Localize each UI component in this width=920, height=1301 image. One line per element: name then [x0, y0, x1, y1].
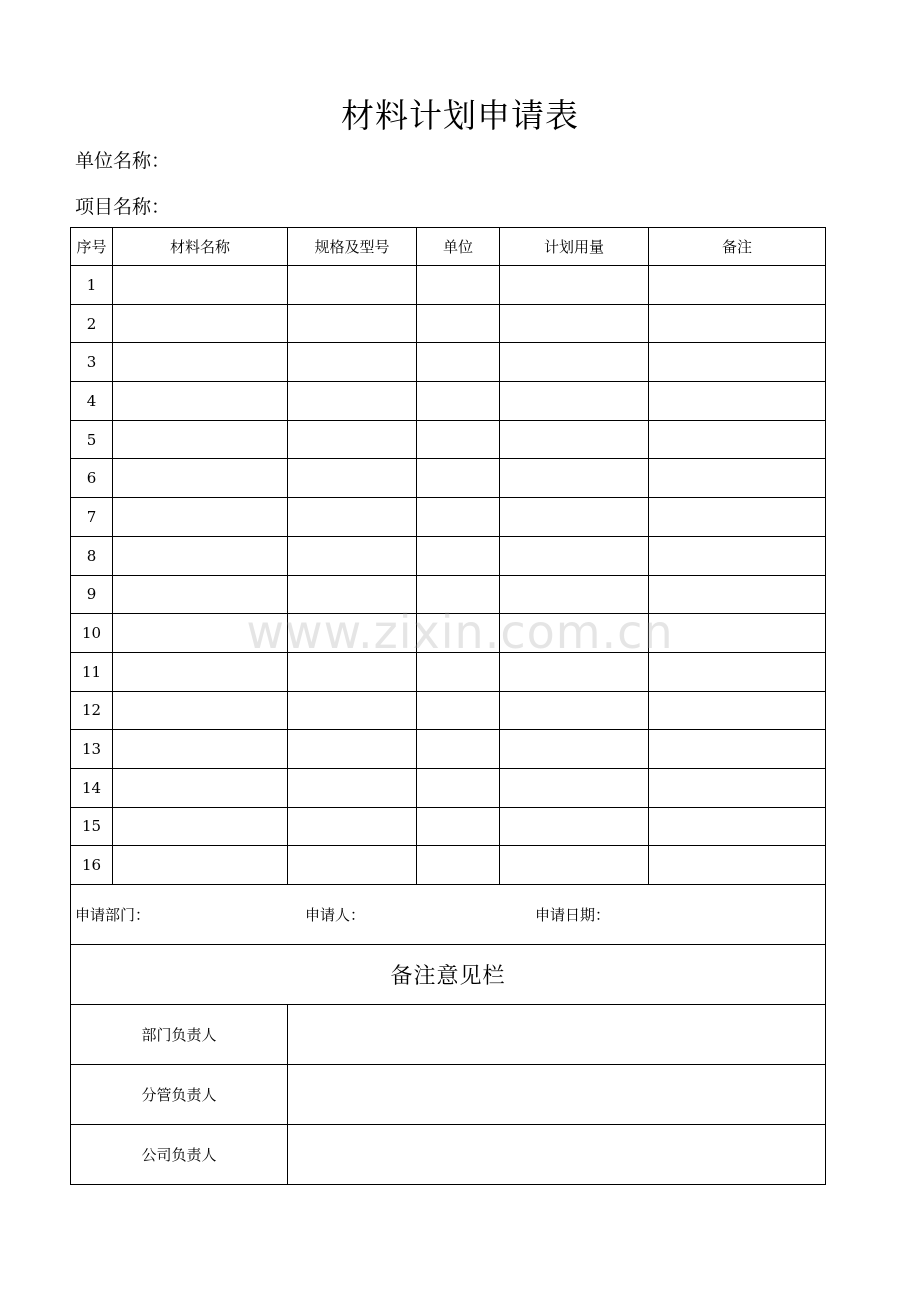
- material-name-cell[interactable]: [113, 382, 288, 421]
- row-seq: 6: [71, 459, 113, 498]
- row-seq: 10: [71, 614, 113, 653]
- applicant-label: 申请人：: [305, 906, 366, 924]
- table-row: [71, 614, 826, 653]
- row-seq: 15: [71, 807, 113, 846]
- spec-model-cell[interactable]: [288, 459, 417, 498]
- remarks-cell[interactable]: [649, 691, 826, 730]
- remarks-cell[interactable]: [649, 382, 826, 421]
- header-seq: 序号: [71, 228, 113, 266]
- spec-model-cell[interactable]: [288, 343, 417, 382]
- material-name-cell[interactable]: [113, 459, 288, 498]
- spec-model-cell[interactable]: [288, 266, 417, 305]
- table-row: [71, 536, 826, 575]
- planned-qty-cell[interactable]: [500, 266, 649, 305]
- material-name-cell[interactable]: [113, 575, 288, 614]
- row-seq: 8: [71, 536, 113, 575]
- unit-cell[interactable]: [417, 575, 500, 614]
- approval-opinion-cell[interactable]: [288, 1065, 826, 1125]
- planned-qty-cell[interactable]: [500, 768, 649, 807]
- unit-cell[interactable]: [417, 768, 500, 807]
- planned-qty-cell[interactable]: [500, 575, 649, 614]
- remarks-cell[interactable]: [649, 768, 826, 807]
- header-material-name: 材料名称: [113, 228, 288, 266]
- remarks-section-title: 备注意见栏: [71, 945, 826, 1005]
- spec-model-cell[interactable]: [288, 382, 417, 421]
- unit-cell[interactable]: [417, 498, 500, 537]
- unit-cell[interactable]: [417, 459, 500, 498]
- material-name-cell[interactable]: [113, 420, 288, 459]
- unit-cell[interactable]: [417, 846, 500, 885]
- header-remarks: 备注: [649, 228, 826, 266]
- applicant-row: [71, 885, 826, 945]
- planned-qty-cell[interactable]: [500, 652, 649, 691]
- approval-opinion-cell[interactable]: [288, 1005, 826, 1065]
- row-seq: 5: [71, 420, 113, 459]
- header-planned-qty: 计划用量: [500, 228, 649, 266]
- remarks-cell[interactable]: [649, 614, 826, 653]
- material-name-cell[interactable]: [113, 846, 288, 885]
- table-row: [71, 846, 826, 885]
- remarks-cell[interactable]: [649, 304, 826, 343]
- planned-qty-cell[interactable]: [500, 691, 649, 730]
- unit-cell[interactable]: [417, 730, 500, 769]
- material-name-cell[interactable]: [113, 730, 288, 769]
- spec-model-cell[interactable]: [288, 536, 417, 575]
- apply-dept-label: 申请部门：: [75, 906, 151, 924]
- planned-qty-cell[interactable]: [500, 536, 649, 575]
- planned-qty-cell[interactable]: [500, 498, 649, 537]
- unit-cell[interactable]: [417, 614, 500, 653]
- remarks-cell[interactable]: [649, 420, 826, 459]
- approver-label: 公司负责人: [71, 1125, 288, 1185]
- spec-model-cell[interactable]: [288, 730, 417, 769]
- remarks-cell[interactable]: [649, 459, 826, 498]
- remarks-cell[interactable]: [649, 266, 826, 305]
- spec-model-cell[interactable]: [288, 498, 417, 537]
- planned-qty-cell[interactable]: [500, 846, 649, 885]
- remarks-section-row: [71, 945, 826, 1005]
- spec-model-cell[interactable]: [288, 614, 417, 653]
- spec-model-cell[interactable]: [288, 575, 417, 614]
- row-seq: 13: [71, 730, 113, 769]
- remarks-cell[interactable]: [649, 846, 826, 885]
- row-seq: 9: [71, 575, 113, 614]
- remarks-cell[interactable]: [649, 536, 826, 575]
- material-name-cell[interactable]: [113, 652, 288, 691]
- row-seq: 16: [71, 846, 113, 885]
- approver-label: 部门负责人: [71, 1005, 288, 1065]
- row-seq: 4: [71, 382, 113, 421]
- form-title: 材料计划申请表: [341, 96, 579, 135]
- row-seq: 11: [71, 652, 113, 691]
- remarks-cell[interactable]: [649, 807, 826, 846]
- spec-model-cell[interactable]: [288, 768, 417, 807]
- planned-qty-cell[interactable]: [500, 304, 649, 343]
- spec-model-cell[interactable]: [288, 846, 417, 885]
- material-plan-table: [70, 227, 826, 1185]
- watermark: www.zixin.com.cn: [246, 605, 674, 659]
- material-name-cell[interactable]: [113, 807, 288, 846]
- header-unit: 单位: [417, 228, 500, 266]
- table-row: [71, 691, 826, 730]
- spec-model-cell[interactable]: [288, 807, 417, 846]
- row-seq: 2: [71, 304, 113, 343]
- row-seq: 1: [71, 266, 113, 305]
- spec-model-cell[interactable]: [288, 420, 417, 459]
- project-name-label: 项目名称：: [75, 196, 171, 218]
- row-seq: 12: [71, 691, 113, 730]
- planned-qty-cell[interactable]: [500, 382, 649, 421]
- planned-qty-cell[interactable]: [500, 730, 649, 769]
- remarks-cell[interactable]: [649, 343, 826, 382]
- row-seq: 14: [71, 768, 113, 807]
- table-row: [71, 768, 826, 807]
- remarks-cell[interactable]: [649, 575, 826, 614]
- approval-row: [71, 1005, 826, 1065]
- approver-label: 分管负责人: [71, 1065, 288, 1125]
- table-row: [71, 266, 826, 305]
- apply-date-label: 申请日期：: [535, 906, 611, 924]
- unit-cell[interactable]: [417, 266, 500, 305]
- remarks-cell[interactable]: [649, 730, 826, 769]
- unit-cell[interactable]: [417, 652, 500, 691]
- material-name-cell[interactable]: [113, 614, 288, 653]
- table-row: [71, 382, 826, 421]
- row-seq: 3: [71, 343, 113, 382]
- table-row: [71, 343, 826, 382]
- material-name-cell[interactable]: [113, 691, 288, 730]
- header-spec-model: 规格及型号: [288, 228, 417, 266]
- spec-model-cell[interactable]: [288, 691, 417, 730]
- material-name-cell[interactable]: [113, 343, 288, 382]
- table-header-row: [71, 228, 826, 266]
- planned-qty-cell[interactable]: [500, 614, 649, 653]
- planned-qty-cell[interactable]: [500, 343, 649, 382]
- unit-name-label: 单位名称：: [75, 150, 171, 172]
- approval-opinion-cell[interactable]: [288, 1125, 826, 1185]
- unit-cell[interactable]: [417, 420, 500, 459]
- planned-qty-cell[interactable]: [500, 459, 649, 498]
- remarks-cell[interactable]: [649, 652, 826, 691]
- table-row: [71, 420, 826, 459]
- material-name-cell[interactable]: [113, 498, 288, 537]
- table-row: [71, 730, 826, 769]
- row-seq: 7: [71, 498, 113, 537]
- table-row: [71, 575, 826, 614]
- table-row: [71, 498, 826, 537]
- table-row: [71, 304, 826, 343]
- material-name-cell[interactable]: [113, 536, 288, 575]
- spec-model-cell[interactable]: [288, 304, 417, 343]
- unit-cell[interactable]: [417, 691, 500, 730]
- planned-qty-cell[interactable]: [500, 807, 649, 846]
- unit-cell[interactable]: [417, 536, 500, 575]
- spec-model-cell[interactable]: [288, 652, 417, 691]
- material-name-cell[interactable]: [113, 304, 288, 343]
- table-row: [71, 807, 826, 846]
- unit-cell[interactable]: [417, 807, 500, 846]
- remarks-cell[interactable]: [649, 498, 826, 537]
- table-row: [71, 459, 826, 498]
- approval-row: [71, 1065, 826, 1125]
- unit-cell[interactable]: [417, 382, 500, 421]
- material-name-cell[interactable]: [113, 266, 288, 305]
- approval-row: [71, 1125, 826, 1185]
- material-name-cell[interactable]: [113, 768, 288, 807]
- unit-cell[interactable]: [417, 304, 500, 343]
- planned-qty-cell[interactable]: [500, 420, 649, 459]
- table-row: [71, 652, 826, 691]
- unit-cell[interactable]: [417, 343, 500, 382]
